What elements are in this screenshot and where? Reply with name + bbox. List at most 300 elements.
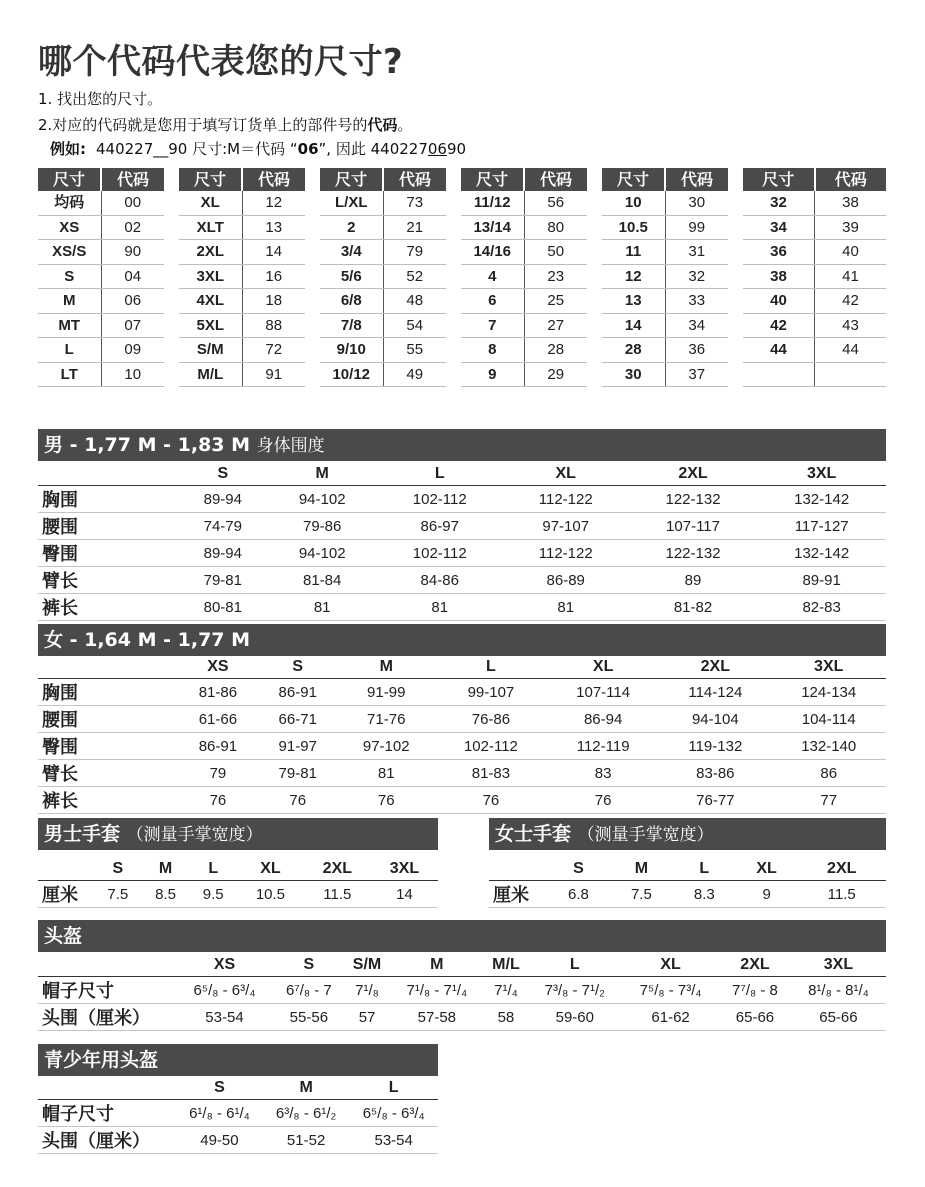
code-cell: 54: [383, 314, 447, 338]
code-cell: 38: [814, 191, 886, 215]
helmet-size-header: S: [273, 954, 345, 977]
women-size-header: 3XL: [771, 656, 886, 679]
code-row: [38, 191, 164, 216]
code-row: [461, 265, 587, 290]
helmet-value-cell: 7⁵/₈ - 7³/₄: [622, 977, 719, 1004]
women-gloves-size-header: XL: [736, 858, 798, 881]
women-value-cell: 94-104: [659, 706, 771, 733]
size-cell: 12: [624, 267, 642, 285]
example-part-d: 90: [446, 140, 467, 158]
youth-helmet-value-cell: 6⁵/₈ - 6³/₄: [349, 1100, 438, 1127]
code-row: [461, 289, 587, 314]
code-row: [743, 314, 886, 339]
code-cell: 42: [814, 289, 886, 313]
women-value-cell: 112-119: [547, 733, 659, 760]
men-value-cell: 81-82: [629, 594, 758, 621]
code-row: [461, 216, 587, 241]
size-cell: 11: [625, 243, 642, 260]
code-group-header: [320, 168, 446, 191]
women-size-table: [38, 656, 886, 814]
code-cell: 32: [665, 265, 729, 289]
helmet-corner-cell: [38, 954, 176, 977]
size-cell: L/XL: [335, 194, 368, 211]
men-value-cell: 122-132: [629, 540, 758, 567]
code-cell: 44: [814, 338, 886, 362]
youth-helmet-size-header: S: [176, 1077, 263, 1100]
code-row: [320, 240, 446, 265]
men-value-cell: 79-86: [268, 513, 377, 540]
women-gloves-value-cell: 8.3: [673, 881, 736, 908]
code-row: [602, 314, 728, 339]
code-cell: 25: [524, 289, 588, 313]
size-cell: 32: [770, 194, 787, 211]
men-value-cell: 102-112: [377, 540, 503, 567]
code-column-header: 代码: [814, 168, 887, 191]
code-row: [38, 265, 164, 290]
helmet-section-header: [38, 920, 886, 952]
women-section-title: 女 - 1,64 M - 1,77 M: [44, 629, 251, 651]
helmet-value-cell: 57-58: [389, 1004, 484, 1031]
men-row: [38, 486, 886, 513]
code-row: [602, 289, 728, 314]
helmet-value-cell: 65-66: [791, 1004, 886, 1031]
size-cell: 28: [624, 341, 642, 358]
women-row-label: 臀围: [38, 733, 178, 760]
code-row: [602, 240, 728, 265]
women-row-label: 腰围: [38, 706, 178, 733]
men-section-title: 男 - 1,77 M - 1,83 M: [44, 434, 251, 456]
men-value-cell: 79-81: [178, 567, 268, 594]
size-cell: XS: [59, 218, 80, 236]
code-column-header: 代码: [100, 168, 164, 191]
men-gloves-header: [38, 818, 438, 850]
men-row-label: 胸围: [38, 486, 178, 513]
code-row: [320, 314, 446, 339]
helmet-header-row: [38, 954, 886, 977]
size-cell: 13/14: [473, 218, 512, 236]
youth-helmet-header-row: [38, 1077, 438, 1100]
women-row: [38, 706, 886, 733]
men-value-cell: 80-81: [178, 594, 268, 621]
code-cell: 80: [524, 216, 588, 240]
size-column-header: 尺寸: [616, 170, 649, 189]
size-column-header: 尺寸: [334, 170, 367, 189]
instruction-step-2-suffix: 。: [397, 116, 413, 134]
men-row-label: 臂长: [38, 567, 178, 594]
men-value-cell: 102-112: [377, 486, 503, 513]
code-group: [320, 168, 446, 387]
helmet-value-cell: 55-56: [273, 1004, 345, 1031]
page-title: 哪个代码代表您的尺寸?: [38, 42, 404, 82]
size-cell: 7/8: [340, 316, 362, 334]
code-cell: 30: [665, 191, 729, 215]
code-cell: 10: [101, 363, 165, 387]
helmet-value-cell: 7¹/₈: [345, 977, 390, 1004]
code-cell: 31: [665, 240, 729, 264]
code-row: [320, 191, 446, 216]
men-row: [38, 594, 886, 621]
women-value-cell: 102-112: [435, 733, 547, 760]
code-row: [743, 338, 886, 363]
men-gloves-header-row: [38, 858, 438, 881]
size-cell: 10.5: [618, 218, 648, 236]
code-row: [320, 363, 446, 388]
women-value-cell: 132-140: [771, 733, 886, 760]
code-row: [602, 338, 728, 363]
code-row: [743, 363, 886, 388]
size-cell: 9/10: [336, 341, 366, 358]
men-gloves-value-cell: 10.5: [237, 881, 304, 908]
code-cell: 49: [383, 363, 447, 387]
women-value-cell: 83-86: [659, 760, 771, 787]
helmet-size-header: M/L: [484, 954, 527, 977]
code-row: [38, 314, 164, 339]
helmet-value-cell: 59-60: [528, 1004, 623, 1031]
men-value-cell: 112-122: [503, 486, 629, 513]
size-cell: 8: [488, 341, 497, 358]
example-code: 06: [297, 140, 319, 158]
code-row: [461, 338, 587, 363]
men-size-header: S: [178, 463, 268, 486]
size-cell: LT: [60, 365, 78, 383]
code-row: [461, 363, 587, 388]
women-gloves-size-header: S: [547, 858, 610, 881]
code-row: [179, 265, 305, 290]
code-cell: 04: [101, 265, 165, 289]
women-value-cell: 76: [258, 787, 338, 814]
example-part-a: 440227: [96, 140, 154, 158]
code-cell: 29: [524, 363, 588, 387]
women-gloves-value-cell: 9: [736, 881, 798, 908]
code-row: [38, 289, 164, 314]
size-cell: 10: [624, 194, 642, 211]
code-cell: 36: [665, 338, 729, 362]
code-cell: 43: [814, 314, 886, 338]
helmet-value-cell: 7⁷/₈ - 8: [719, 977, 791, 1004]
men-gloves-corner-cell: [38, 858, 94, 881]
women-gloves-table: [489, 858, 886, 908]
helmet-section-title: 头盔: [44, 925, 83, 947]
women-value-cell: 76: [338, 787, 435, 814]
men-value-cell: 94-102: [268, 486, 377, 513]
women-value-cell: 81-86: [178, 679, 258, 706]
size-cell: 30: [624, 365, 642, 383]
size-cell: L: [64, 341, 74, 358]
size-cell: 14/16: [473, 243, 512, 260]
women-value-cell: 91-99: [338, 679, 435, 706]
size-cell: 5/6: [340, 267, 362, 285]
youth-helmet-size-header: M: [263, 1077, 349, 1100]
men-section-header: [38, 429, 886, 461]
men-value-cell: 112-122: [503, 540, 629, 567]
instruction-step-2: [38, 114, 412, 135]
code-cell: 09: [101, 338, 165, 362]
code-cell: 52: [383, 265, 447, 289]
code-cell: 88: [242, 314, 306, 338]
code-cell: 91: [242, 363, 306, 387]
code-cell: 37: [665, 363, 729, 387]
men-value-cell: 81: [377, 594, 503, 621]
women-value-cell: 86-91: [258, 679, 338, 706]
code-row: [320, 265, 446, 290]
men-row: [38, 540, 886, 567]
code-cell: 21: [383, 216, 447, 240]
women-value-cell: 66-71: [258, 706, 338, 733]
men-row-label: 臀围: [38, 540, 178, 567]
women-value-cell: 86-94: [547, 706, 659, 733]
code-row: [461, 191, 587, 216]
size-cell: 7: [488, 316, 497, 334]
code-cell: 23: [524, 265, 588, 289]
size-column-header: 尺寸: [475, 170, 508, 189]
code-cell: 40: [814, 240, 886, 264]
code-cell: 72: [242, 338, 306, 362]
men-row: [38, 513, 886, 540]
code-cell: 48: [383, 289, 447, 313]
youth-helmet-section-header: [38, 1044, 438, 1076]
code-row: [179, 363, 305, 388]
women-value-cell: 77: [771, 787, 886, 814]
code-cell: 14: [242, 240, 306, 264]
size-column-header: 尺寸: [762, 170, 795, 189]
women-section-header: [38, 624, 886, 656]
men-value-cell: 81: [503, 594, 629, 621]
helmet-value-cell: 61-62: [622, 1004, 719, 1031]
code-cell: 07: [101, 314, 165, 338]
code-cell: 00: [101, 191, 165, 215]
men-value-cell: 89-91: [757, 567, 886, 594]
youth-helmet-row: [38, 1127, 438, 1154]
helmet-row: [38, 1004, 886, 1031]
code-cell: 99: [665, 216, 729, 240]
women-value-cell: 119-132: [659, 733, 771, 760]
men-value-cell: 89: [629, 567, 758, 594]
men-value-cell: 86-97: [377, 513, 503, 540]
code-row: [320, 216, 446, 241]
women-value-cell: 124-134: [771, 679, 886, 706]
women-size-header: 2XL: [659, 656, 771, 679]
youth-helmet-row-label: 帽子尺寸: [38, 1100, 176, 1127]
women-gloves-subtitle: （测量手掌宽度）: [577, 825, 714, 845]
helmet-value-cell: 65-66: [719, 1004, 791, 1031]
women-gloves-row-label: 厘米: [489, 881, 547, 908]
women-value-cell: 76: [178, 787, 258, 814]
women-value-cell: 91-97: [258, 733, 338, 760]
men-value-cell: 74-79: [178, 513, 268, 540]
example-result-code: 06: [427, 140, 447, 158]
men-row-label: 裤长: [38, 594, 178, 621]
youth-helmet-value-cell: 6³/₈ - 6¹/₂: [263, 1100, 349, 1127]
code-cell: 55: [383, 338, 447, 362]
size-cell: 11/12: [473, 194, 511, 211]
code-group: [743, 168, 886, 387]
helmet-row-label: 帽子尺寸: [38, 977, 176, 1004]
size-cell: 36: [770, 243, 787, 260]
code-group-header: [179, 168, 305, 191]
men-row: [38, 567, 886, 594]
men-value-cell: 117-127: [757, 513, 886, 540]
size-column-header: 尺寸: [52, 170, 85, 189]
code-row: [179, 191, 305, 216]
code-row: [179, 240, 305, 265]
code-row: [743, 240, 886, 265]
men-size-header: M: [268, 463, 377, 486]
helmet-value-cell: 6⁷/₈ - 7: [273, 977, 345, 1004]
women-header-row: [38, 656, 886, 679]
instruction-step-2-bold: 代码: [367, 116, 398, 134]
size-cell: M: [63, 292, 76, 309]
women-row: [38, 733, 886, 760]
code-cell: 41: [814, 265, 886, 289]
size-cell: 3/4: [340, 243, 362, 260]
code-row: [179, 338, 305, 363]
women-gloves-size-header: 2XL: [797, 858, 886, 881]
men-gloves-size-header: S: [94, 858, 142, 881]
women-value-cell: 76: [435, 787, 547, 814]
helmet-row: [38, 977, 886, 1004]
code-row: [461, 314, 587, 339]
men-value-cell: 122-132: [629, 486, 758, 513]
helmet-size-table: [38, 954, 886, 1031]
women-gloves-size-header: M: [610, 858, 673, 881]
men-value-cell: 132-142: [757, 540, 886, 567]
instruction-step-2-text: 2.对应的代码就是您用于填写订货单上的部件号的: [38, 116, 368, 134]
code-cell: [814, 363, 886, 387]
youth-helmet-corner-cell: [38, 1077, 176, 1100]
men-value-cell: 82-83: [757, 594, 886, 621]
code-column-header: 代码: [523, 168, 587, 191]
example-part-b: 90 尺寸:M＝代码 “: [168, 140, 298, 158]
men-corner-cell: [38, 463, 178, 486]
women-size-header: M: [338, 656, 435, 679]
example-part-c: ”, 因此 440227: [318, 140, 428, 158]
helmet-value-cell: 7¹/₄: [484, 977, 527, 1004]
men-gloves-size-header: 2XL: [304, 858, 371, 881]
men-gloves-value-cell: 9.5: [189, 881, 237, 908]
size-cell: XLT: [196, 218, 224, 236]
men-row-label: 腰围: [38, 513, 178, 540]
women-value-cell: 97-102: [338, 733, 435, 760]
size-cell: 44: [770, 341, 787, 358]
code-cell: 56: [524, 191, 588, 215]
men-value-cell: 97-107: [503, 513, 629, 540]
women-value-cell: 107-114: [547, 679, 659, 706]
code-group-header: [743, 168, 886, 191]
men-value-cell: 84-86: [377, 567, 503, 594]
code-column-header: 代码: [382, 168, 446, 191]
size-cell: XL: [200, 194, 220, 211]
women-value-cell: 86-91: [178, 733, 258, 760]
helmet-value-cell: 8¹/₈ - 8¹/₄: [791, 977, 886, 1004]
women-gloves-value-cell: 7.5: [610, 881, 673, 908]
women-value-cell: 76-77: [659, 787, 771, 814]
code-row: [461, 240, 587, 265]
youth-helmet-row: [38, 1100, 438, 1127]
helmet-value-cell: 7¹/₈ - 7¹/₄: [389, 977, 484, 1004]
women-gloves-value-cell: 6.8: [547, 881, 610, 908]
youth-helmet-value-cell: 49-50: [176, 1127, 263, 1154]
code-group: [179, 168, 305, 387]
women-gloves-row: [489, 881, 886, 908]
size-cell: MT: [58, 316, 81, 334]
code-cell: 28: [524, 338, 588, 362]
code-row: [602, 191, 728, 216]
code-row: [602, 363, 728, 388]
men-gloves-value-cell: 11.5: [304, 881, 371, 908]
code-cell: 18: [242, 289, 306, 313]
helmet-row-label: 头围（厘米）: [38, 1004, 176, 1031]
women-size-header: XL: [547, 656, 659, 679]
size-cell: [743, 363, 814, 387]
instruction-step-1: 1. 找出您的尺寸。: [38, 90, 163, 108]
helmet-value-cell: 6⁵/₈ - 6³/₄: [176, 977, 273, 1004]
code-cell: 13: [242, 216, 306, 240]
men-gloves-size-header: 3XL: [371, 858, 438, 881]
size-cell: 2XL: [196, 243, 224, 260]
women-row-label: 裤长: [38, 787, 178, 814]
size-cell: 4: [488, 267, 497, 285]
men-gloves-value-cell: 7.5: [94, 881, 142, 908]
code-cell: 90: [101, 240, 165, 264]
code-column-header: 代码: [664, 168, 728, 191]
women-size-header: XS: [178, 656, 258, 679]
men-value-cell: 89-94: [178, 486, 268, 513]
code-row: [743, 191, 886, 216]
women-size-header: S: [258, 656, 338, 679]
women-value-cell: 79: [178, 760, 258, 787]
code-cell: 34: [665, 314, 729, 338]
size-cell: 均码: [54, 194, 85, 211]
code-row: [320, 289, 446, 314]
size-cell: 10/12: [332, 365, 371, 383]
helmet-size-header: M: [389, 954, 484, 977]
helmet-size-header: XS: [176, 954, 273, 977]
code-cell: 50: [524, 240, 588, 264]
youth-helmet-row-label: 头围（厘米）: [38, 1127, 176, 1154]
helmet-size-header: S/M: [345, 954, 390, 977]
women-row: [38, 679, 886, 706]
men-value-cell: 107-117: [629, 513, 758, 540]
helmet-value-cell: 53-54: [176, 1004, 273, 1031]
men-value-cell: 89-94: [178, 540, 268, 567]
women-gloves-title: 女士手套: [495, 823, 572, 845]
men-gloves-table: [38, 858, 438, 908]
men-value-cell: 132-142: [757, 486, 886, 513]
women-size-header: L: [435, 656, 547, 679]
size-cell: 5XL: [196, 316, 224, 334]
helmet-value-cell: 57: [345, 1004, 390, 1031]
example-label: 例如:: [50, 140, 86, 158]
men-value-cell: 94-102: [268, 540, 377, 567]
men-section-subtitle: 身体围度: [256, 436, 325, 456]
women-corner-cell: [38, 656, 178, 679]
size-cell: 14: [624, 316, 642, 334]
size-cell: 6: [488, 292, 497, 309]
women-gloves-header: [489, 818, 886, 850]
code-row: [38, 363, 164, 388]
code-cell: 02: [101, 216, 165, 240]
size-cell: 40: [770, 292, 787, 309]
code-group-header: [602, 168, 728, 191]
code-row: [743, 216, 886, 241]
size-cell: 3XL: [196, 267, 224, 285]
size-cell: 6/8: [340, 292, 362, 309]
size-cell: 13: [624, 292, 642, 309]
code-row: [602, 265, 728, 290]
size-cell: M/L: [197, 365, 224, 383]
youth-helmet-value-cell: 6¹/₈ - 6¹/₄: [176, 1100, 263, 1127]
code-row: [38, 338, 164, 363]
